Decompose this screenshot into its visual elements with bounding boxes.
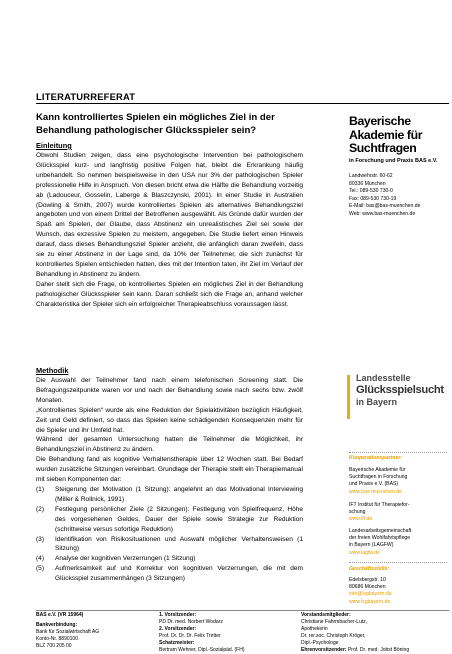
intro-heading: Einleitung <box>36 141 72 150</box>
partner-line: in Bayern (LAGFW) <box>349 542 394 549</box>
partner-lagfw <box>349 528 449 557</box>
partner-line: Landesarbeitsgemeinschaft <box>349 528 412 534</box>
board-line: Dr. rer.soc. Christoph Kröger, <box>301 633 366 639</box>
partner-line: Suchtfragen in Forschung <box>349 474 408 481</box>
lsg-logo-line: Glücksspielsucht <box>356 384 444 396</box>
chair2-name: Prof. Dr. Dr. Dr. Felix Tretter <box>159 633 221 639</box>
partner-line: und Praxis e.V. (BAS) <box>349 481 399 488</box>
partner-link[interactable]: www.lagfw.de <box>349 549 380 556</box>
page-title: Kann kontrolliertes Spielen ein mögliches Ziel in der Behandlung pathologischer Glücksspieler sein? <box>36 112 275 136</box>
list-number: (1) <box>36 485 45 493</box>
method-heading: Methodik <box>36 366 69 375</box>
list-text: Festlegung persönlicher Ziele (2 Sitzungen): Festlegung von Spielfrequenz, Höhe des vorgesehenen Geldes, Dauer der Spiele sowie Strategie zur Reduktion (schrittweise versus sofortige Reduktion) <box>55 505 303 533</box>
list-text: Steigerung der Motivation (1 Sitzung): angelehnt an das Motivational Interviewing (Miller & Rollnick, 1991) <box>55 485 303 503</box>
address-line: Landwehrstr. 60-62 <box>349 173 393 179</box>
bank-line: Konto-Nr. 8890100 <box>36 636 78 642</box>
chair1-label: 1. Vorsitzender: <box>159 612 197 618</box>
list-item <box>36 535 303 555</box>
board-line: Christiane Fahrmbacher-Lutz, <box>301 619 368 625</box>
list-number: (4) <box>36 555 45 563</box>
address-line: Tel.: 089-530 730-0 <box>349 188 393 195</box>
partners-heading: Kooperationspartner: <box>349 455 403 461</box>
list-text: Analyse der kognitiven Verzerrungen (1 Sitzung) <box>55 555 196 563</box>
partner-line: schung <box>349 509 366 516</box>
treasurer-name: Bertram Wehner, Dipl.-Sozialpäd. (FH) <box>159 647 245 653</box>
board-label: Vorstandsmitglieder: <box>301 612 351 618</box>
list-item <box>36 485 303 505</box>
footer-col-members <box>301 612 449 654</box>
org-name-line: Bayerische <box>349 114 411 128</box>
board-line: Apothekerin <box>301 626 328 632</box>
honorary-name: Prof. Dr. med. Jobst Böning <box>347 647 410 653</box>
office-line: 80686 München <box>349 584 386 591</box>
chair1-name: PD Dr. med. Norbert Wodarz <box>159 619 223 625</box>
list-item <box>36 505 303 535</box>
org-name-line: Suchtfragen <box>349 141 417 156</box>
address-line: 80336 München <box>349 180 386 187</box>
partner-ift <box>349 502 449 524</box>
list-number: (3) <box>36 535 45 543</box>
association-register: BAS e.V. (VR 15964) <box>36 612 84 618</box>
intro-paragraph: Daher stellt sich die Frage, ob kontrolliertes Spielen ein mögliches Ziel in der Behandlung pathologischer Glücksspieler sein kann. Daran schließt sich die Frage an, anhand welcher Charakteristika der Spieler sich ein erfolgreicher Therapieabschluss voraussagen lässt. <box>36 280 303 308</box>
document-type-heading: LITERATURREFERAT <box>36 91 136 102</box>
intro-paragraph: Obwohl Studien zeigen, dass eine psychologische Intervention bei pathologischem Glücksspiel kurz- und langfristig positive Folgen hat, bleibt die Erkrankung häufig unbehandelt. So nehmen beispielsweise in den USA nur 3% der pathologischen Spieler professionelle Hilfe in Anspruch. Von diesen bricht etwa die Hälfte die Behandlung vorzeitig ab (Ladouceur, Gosselin, Laberge & Blaszczynski, 2001). In einer Studie in Australien (Dowling & Smith, 2007) wurde kontrolliertes Spielen als alternatives Behandlungsziel angeboten und von einem Drittel der Betroffenen ausgewählt. Als Gründe dafür wurden der Spaß am Spielen, der Glaube, dass Abstinenz ein unrealistisches Ziel sei sowie der Wunsch, das exzessive Spielen zu meistern, angegeben. Die Studie liefert einen Hinweis darauf, dass dieses Behandlungsziel Spieler anzieht, die anfänglich daran zweifeln, dass sie zu einer Abstinenz in der Lage sind, da 10% der Teilnehmer, die sich zunächst für kontrolliertes Spielen entschieden hatten, dies mit der Intention taten, ihr Ziel im Verlauf der Behandlung in Abstinenz zu ändern. <box>36 152 303 278</box>
footer-rule <box>36 610 449 611</box>
chair2-label: 2. Vorsitzender: <box>159 626 197 632</box>
partner-line: Bayerische Akademie für <box>349 467 406 473</box>
lsg-logo <box>347 372 451 424</box>
method-paragraph: Während der gesamten Untersuchung hatten die Teilnehmer die Möglichkeit, ihr Behandlungsziel in Abstinenz zu ändern. <box>36 436 303 454</box>
method-text <box>36 376 303 584</box>
footer-col-board <box>159 612 284 654</box>
list-number: (5) <box>36 565 45 573</box>
partner-link[interactable]: www.bas-muenchen.de <box>349 488 402 495</box>
method-paragraph: Die Behandlung fand als kognitive Verhaltenstherapie über 12 Wochen statt. Bei Bedarf wurden zusätzliche Sitzungen vereinbart. Grundlage der Therapie stellt ein Therapiemanual mit sieben Komponenten dar: <box>36 456 303 484</box>
header-rule <box>36 103 449 104</box>
office-heading: Geschäftsstelle: <box>349 566 390 572</box>
org-subtitle: in Forschung und Praxis BAS e.V. <box>349 157 438 164</box>
list-item <box>36 554 303 564</box>
method-paragraph: Die Auswahl der Teilnehmer fand nach einem telefonischen Screening statt. Die Befragungszeitpunkte waren vor und nach der Behandlung sowie nach sechs bzw. zwölf Monaten. <box>36 377 303 404</box>
list-item <box>36 564 303 584</box>
partner-line: IFT Institut für Therapiefor- <box>349 502 410 508</box>
office-line: Edelsbergstr. 10 <box>349 577 386 583</box>
office-email-link[interactable]: info@lsgbayern.de <box>349 591 392 598</box>
email-line: E-Mail: bas@bas-muenchen.de <box>349 203 421 210</box>
web-line: Web: www.bas-muenchen.de <box>349 210 416 217</box>
partner-bas <box>349 467 449 496</box>
board-line: Dipl.-Psychologe <box>301 640 339 646</box>
list-text: Aufmerksamkeit auf und Korrektur von kognitiven Verzerrungen, die mit dem Glücksspiel zusammenhängen (3 Sitzungen) <box>55 565 303 583</box>
intro-text <box>36 151 303 310</box>
bas-address <box>349 173 449 219</box>
honorary-label: Ehrenvorsitzender: <box>301 647 347 653</box>
partner-link[interactable]: www.ift.de <box>349 516 373 523</box>
footer-col-association <box>36 612 136 650</box>
bank-heading: Bankverbindung: <box>36 622 78 628</box>
lsg-logo-bar <box>347 375 350 419</box>
bank-line: BLZ 700 205 00 <box>36 643 72 649</box>
org-name-line: Akademie für <box>349 127 423 142</box>
address-line: Fax: 089-530 730-19 <box>349 195 397 202</box>
partner-line: der freien Wohlfahrtspflege <box>349 535 411 542</box>
treasurer-label: Schatzmeister: <box>159 640 195 646</box>
office-address <box>349 577 449 606</box>
method-paragraph: „Kontrolliertes Spielen“ wurde als eine Reduktion der Spielaktivitäten bezüglich Häufigkeit, Zeit und Geld definiert, so dass das Spielen keine schädigenden Konsequenzen mehr für die Spieler und ihr Umfeld hat. <box>36 406 303 434</box>
list-number: (2) <box>36 505 45 513</box>
sidebar-divider <box>349 452 447 453</box>
lsg-logo-line: in Bayern <box>356 397 398 407</box>
office-web-link[interactable]: www.lsgbayern.de <box>349 598 391 605</box>
bas-logo <box>349 115 449 164</box>
bank-line: Bank für Sozialwirtschaft AG <box>36 629 100 635</box>
list-text: Identifikation von Risikosituationen und Auswahl möglicher Verhaltensweisen (1 Sitzung) <box>55 535 303 553</box>
lsg-logo-line: Landesstelle <box>356 373 411 383</box>
sidebar-divider <box>349 562 447 563</box>
